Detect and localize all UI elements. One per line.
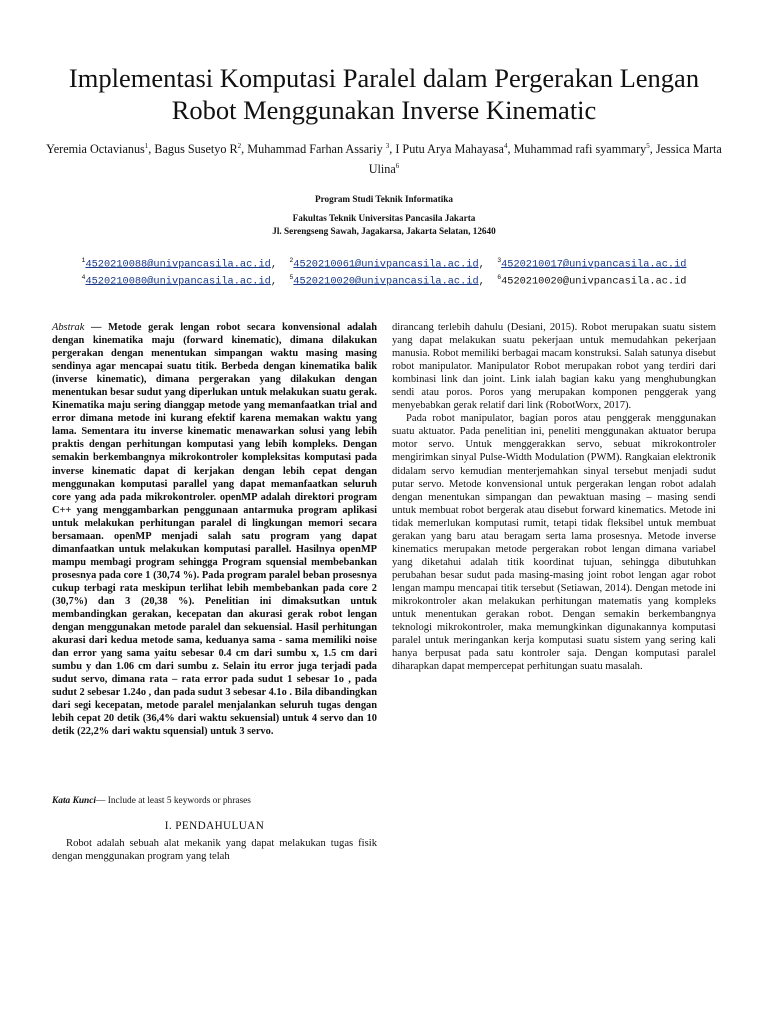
email-row-2: $^4$4520210080@univpancasila.ac.id, $^5$4520210020@univpancasila.ac.id, $^6$4520210020@univpancasila.ac.id [81,274,687,288]
keywords [52,795,377,808]
keywords-text: — Include at least 5 keywords or phrases [96,796,251,806]
author-list [40,138,728,178]
author: Muhammad Farhan Assariy $^3$, [247,142,396,157]
email-link[interactable]: 4520210080@univpancasila.ac.id [85,275,271,288]
program-name: Program Studi Teknik Informatika [315,194,453,204]
abstract: Abstrak — Metode gerak lengan robot secara konvensional adalah dengan kinematika maju (forward kinematic), dimana dilakukan pergerakan dengan menentukan simpangan waktu masing masing sendinya agar mencapai suatu titik. Berbeda dengan kinematika balik (inverse kinematic), dimana pergerakan yang dilakukan dengan menentukan besar sudut yang diperlukan untuk melakukan suatu gerak. Kinematika maju sering dianggap metode yang memanfaatkan trial and error dimana metode ini kurang efektif karena memakan waktu yang lama. Sementara itu inverse kinematic menawarkan solusi yang lebih praktis dengan perhitungan komputasi yang lebih kompleks. Dengan semakin berkembangnya mikrokontroler kompleksitas komputasi pada inverse kinematic dapat di kerjakan dengan lebih cepat dengan menggunakan komputasi parallel yang dapat memanfaatkan seluruh core yang ada pada mikrokontroler. openMP adalah direktori program C++ yang menggambarkan penggunaan antarmuka program aplikasi untuk melakukan perhitungan paralel di lingkungan memori secara bersamaan. openMP menjadi salah satu program yang dapat dimanfaatkan untuk melakukan komputasi parallel. Hasilnya openMP mampu membagi program sehingga Program squensial membebankan prosesnya pada core 1 (30,74 %). Pada program paralel beban prosesnya cukup terbagi rata meskipun terlihat lebih membebankan pada core 2 (30,7%) dan 3 (20,38 %). Penelitian ini dimaksutkan untuk membandingkan gerakan, kecepatan dan akurasi gerak robot lengan dengan menggunakan metode paralel dan sekuensial. Hasil perhitungan akurasi dari kedua metode sama, keduanya sama - sama memiliki noise dan error yang sama yaitu sebesar 0.4 cm dari sumbu x, 1.5 cm dari sumbu y dan 1.06 cm dari sumbu z. Selain itu error juga terjadi pada sudut servo, dimana rata – rata error pada sudut 1 sebesar 1o , pada sudut 2 sebesar 1.24o , dan pada sudut 3 sebesar 4.1o . Bila dibandingkan dari segi kecepatan, metode paralel menjalankan seluruh tugas dengan lebih cepat 20 detik (36,4% dari waktu sekuensial) untuk 4 servo dan 10 detik (22,2% dari waktu squensial) untuk 3 servo. [52,322,377,738]
email-text: 4520210020@univpancasila.ac.id [501,275,687,288]
author: Muhammad rafi syammary$^5$, [513,142,656,157]
abstract-label: Abstrak [52,322,85,333]
email-link[interactable]: 4520210020@univpancasila.ac.id [293,275,479,288]
paragraph: dirancang terlebih dahulu (Desiani, 2015). Robot merupakan suatu sistem yang dapat melakukan suatu pekerjaan untuk memudahkan pekerjaan manusia. Robot memiliki berbagai macam konstruksi. Salah satunya disebut robot manipulator. Manipulator Robot merupakan robot yang terdiri dari kombinasi link dan joint. Link ialah bagian kaku yang menghubungkan sendi atau poros. Poros yang merupakan komponen penggerak yang menyebabkan gerak relatif dari link (RobotWorx, 2017). [392,322,716,412]
section-heading: I. PENDAHULUAN [164,820,265,832]
abstract-text: Metode gerak lengan robot secara konvensional adalah dengan kinematika maju (forward kinematic), dimana dilakukan pergerakan dengan menentukan simpangan waktu masing masing sendinya agar mencapai suatu titik. Berbeda dengan kinematika balik (inverse kinematic), dimana pergerakan yang dilakukan dengan menentukan besar sudut yang diperlukan untuk melakukan suatu gerak. Kinematika maju sering dianggap metode yang memanfaatkan trial and error dimana metode ini kurang efektif karena memakan waktu yang lama. Sementara itu inverse kinematic menawarkan solusi yang lebih praktis dengan perhitungan komputasi yang lebih kompleks. Dengan semakin berkembangnya mikrokontroler kompleksitas komputasi pada inverse kinematic dapat di kerjakan dengan lebih cepat dengan menggunakan komputasi parallel yang dapat memanfaatkan seluruh core yang ada pada mikrokontroler. openMP adalah direktori program C++ yang menggambarkan penggunaan antarmuka program aplikasi untuk melakukan perhitungan paralel di lingkungan memori secara bersamaan. openMP menjadi salah satu program yang dapat dimanfaatkan untuk melakukan komputasi parallel. Hasilnya openMP mampu membagi program sehingga Program squensial membebankan prosesnya pada core 1 (30,74 %). Pada program paralel beban prosesnya cukup terbagi rata meskipun terlihat lebih membebankan pada core 2 (30,7%) dan 3 (20,38 %). Penelitian ini dimaksutkan untuk membandingkan gerakan, kecepatan dan akurasi gerak robot lengan dengan menggunakan metode paralel dan sekuensial. Hasil perhitungan akurasi dari kedua metode sama, keduanya sama - sama memiliki noise dan error yang sama yaitu sebesar 0.4 cm dari sumbu x, 1.5 cm dari sumbu y dan 1.06 cm dari sumbu z. Selain itu error juga terjadi pada sudut servo, dimana rata – rata error pada sudut 1 sebesar 1o , pada sudut 2 sebesar 1.24o , dan pada sudut 3 sebesar 4.1o . Bila dibandingkan dari segi kecepatan, metode paralel menjalankan seluruh tugas dengan lebih cepat 20 detik (36,4% dari waktu sekuensial) untuk 4 servo dan 10 detik (22,2% dari waktu squensial) untuk 3 servo. [52,322,377,738]
keywords-label: Kata Kunci [52,796,97,806]
right-column [392,321,716,673]
email-link[interactable]: 4520210061@univpancasila.ac.id [293,258,479,271]
author: Jessica Marta Ulina$^6$ [368,142,722,177]
paragraph: Robot adalah sebuah alat mekanik yang dapat melakukan tugas fisik dengan menggunakan program yang telah [52,838,377,863]
email-link[interactable]: 4520210017@univpancasila.ac.id [501,258,687,271]
paragraph: Pada robot manipulator, bagian poros atau penggerak menggunakan suatu aktuator. Pada penelitian ini, peneliti menggunakan aktuator berupa motor servo. Untuk menggerakkan servo, sebuat mikrokontroler mengirimkan sinyal Pulse-Width Modulation (PWM). Rangkaian elektronik didalam servo kemudian menterjemahkan sinyal tersebut menjadi sudut putar servo. Metode konvensional untuk pergerakan lengan robot adalah dengan menentukan simpangan dan pewaktuan masing – masing sendi untuk membuat robot bergerak atau disebut forward kinematics. Metode ini tidak memerlukan komputasi rumit, tetapi tidak fleksibel untuk membuat gerakan yang baru atau beragam serta lama prosesnya. Metode inverse kinematics merupakan metode pergerakan robot lengan dimana variabel yang diketahui adalah titik koordinat tujuan, sehingga dibutuhkan perubahan besar sudut pada masing-masing joint robot lengan agar robot lengan mampu mencapai titik tersebut (Setiawan, 2014). Dengan metode ini mikrokontroler akan melakukan perhitungan matematis yang kompleks untuk menentukan gerakan robot. Dengan semakin berkembangnya teknologi mikrokontroler, maka memungkinkan digunakannya komputasi paralel untuk meringankan kerja komputasi suatu sistem yang sering kali hanya berpusat pada satu kontroler saja. Dengan komputasi paralel diharapkan dapat mempercepat perhitungan suatu masalah. [392,413,716,673]
email-row-1: $^1$4520210088@univpancasila.ac.id, $^2$4520210061@univpancasila.ac.id, $^3$4520210017@univpancasila.ac.id [81,257,687,271]
author: Bagus Susetyo $R^2$, [154,142,248,157]
author: I Putu Arya Mahayasa$^4$, [395,142,514,157]
faculty-name: Fakultas Teknik Universitas Pancasila Jakarta [292,213,476,223]
paper-title: Implementasi Komputasi Paralel dalam Pergerakan Lengan Robot Menggunakan Inverse Kinematic [68,63,700,125]
intro-left-column [52,837,377,863]
email-link[interactable]: 4520210088@univpancasila.ac.id [85,258,271,271]
address: Jl. Serengseng Sawah, Jagakarsa, Jakarta Selatan, 12640 [272,226,496,236]
author: Yeremia Octavianus$^1$, [46,142,155,157]
